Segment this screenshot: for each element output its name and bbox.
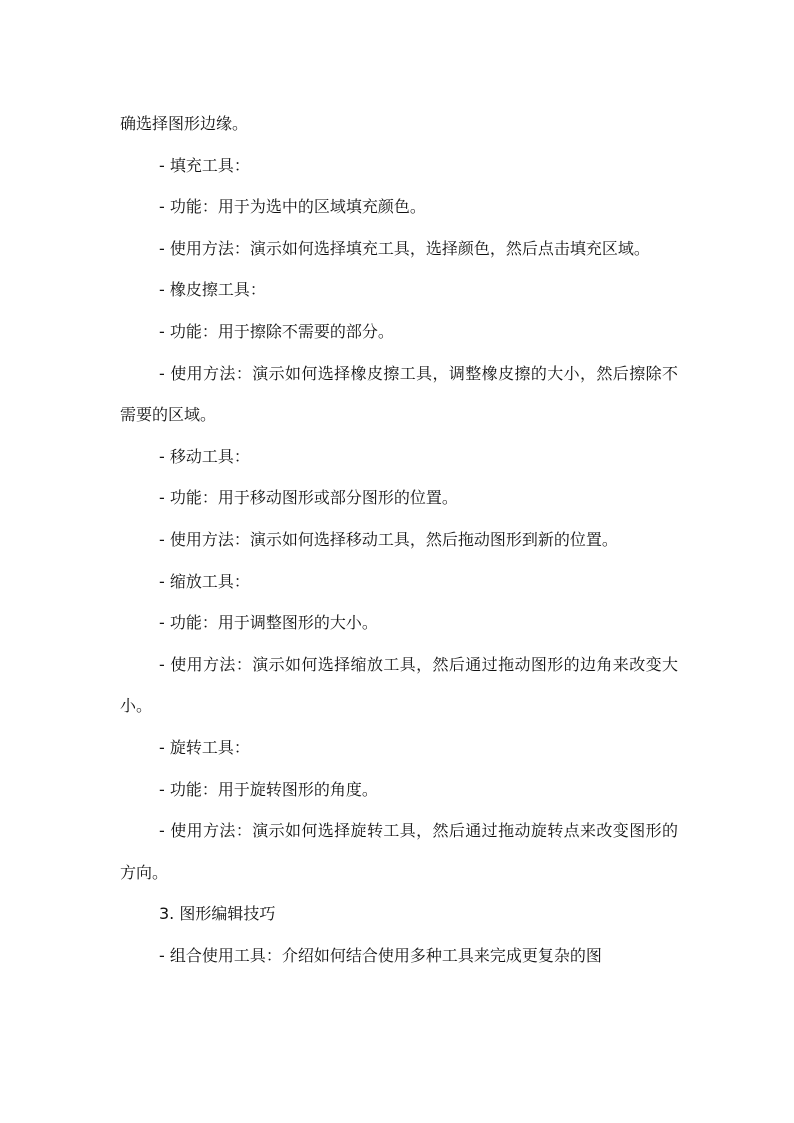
paragraph-eraser-tool-function: - 功能：用于擦除不需要的部分。 <box>159 321 394 341</box>
paragraph-eraser-tool-usage: - 使用方法：演示如何选择橡皮擦工具，调整橡皮擦的大小，然后擦除不需要的区域。 <box>120 363 678 425</box>
paragraph-continuation: 确选择图形边缘。 <box>120 114 249 133</box>
paragraph-scale-tool-usage: - 使用方法：演示如何选择缩放工具，然后通过拖动图形的边角来改变大小。 <box>120 654 678 716</box>
paragraph-move-tool-heading: - 移动工具： <box>159 446 250 466</box>
paragraph-fill-tool-heading: - 填充工具： <box>159 155 250 175</box>
paragraph-rotate-tool-function: - 功能：用于旋转图形的角度。 <box>159 779 378 799</box>
paragraph-eraser-tool-heading: - 橡皮擦工具： <box>159 280 266 300</box>
paragraph-fill-tool-usage: - 使用方法：演示如何选择填充工具，选择颜色，然后点击填充区域。 <box>159 238 650 258</box>
paragraph-move-tool-usage: - 使用方法：演示如何选择移动工具，然后拖动图形到新的位置。 <box>159 529 618 549</box>
paragraph-rotate-tool-heading: - 旋转工具： <box>159 737 250 757</box>
document-body <box>120 103 678 976</box>
paragraph-combine-tools: - 组合使用工具：介绍如何结合使用多种工具来完成更复杂的图 <box>159 945 602 965</box>
section-heading-editing-tips: 3. 图形编辑技巧 <box>159 904 276 924</box>
paragraph-fill-tool-function: - 功能：用于为选中的区域填充颜色。 <box>159 197 426 217</box>
paragraph-scale-tool-function: - 功能：用于调整图形的大小。 <box>159 613 378 633</box>
paragraph-scale-tool-heading: - 缩放工具： <box>159 571 250 591</box>
paragraph-rotate-tool-usage: - 使用方法：演示如何选择旋转工具，然后通过拖动旋转点来改变图形的方向。 <box>120 821 678 882</box>
paragraph-move-tool-function: - 功能：用于移动图形或部分图形的位置。 <box>159 488 458 508</box>
